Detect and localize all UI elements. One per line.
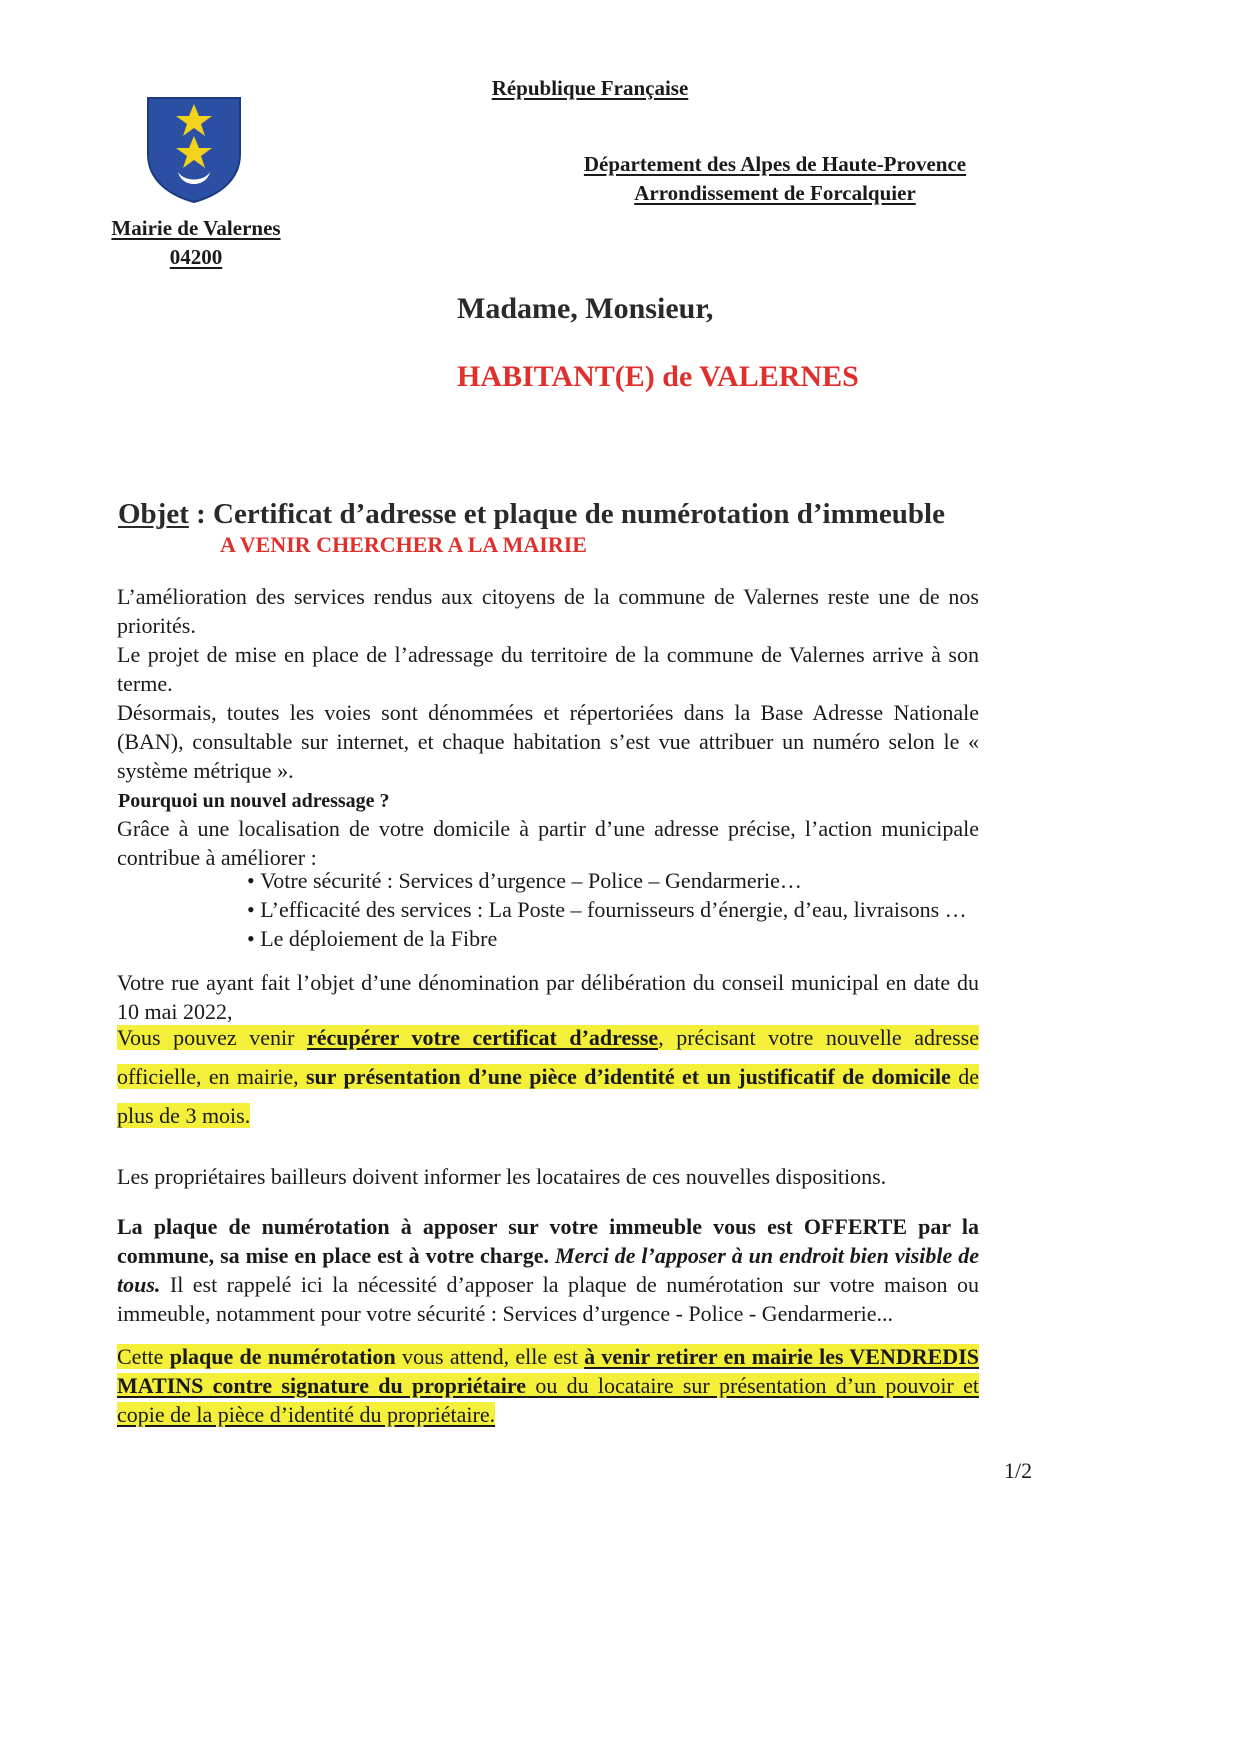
hl-text: , précisant votre nouvelle adresse officielle, en mairie, [117,1025,979,1089]
objet-title: Certificat d’adresse et plaque de numérotation d’immeuble [213,498,945,530]
republic-label: République Française [491,76,689,100]
objet-label: Objet [118,498,189,530]
why-bullet-list [247,866,987,953]
mairie-block [86,214,306,272]
recipient-heading: HABITANT(E) de VALERNES [457,360,859,393]
hl-text: Vous pouvez venir [117,1025,307,1050]
arrondissement-label: Arrondissement de Forcalquier [634,181,916,205]
final-highlight [117,1342,979,1429]
hl-text-bold: récupérer votre certificat d’adresse [306,1025,659,1050]
department-label: Département des Alpes de Haute-Provence [583,152,967,176]
hl-text: vous attend, elle est [395,1344,585,1369]
why-bullet-item: • Votre sécurité : Services d’urgence – Police – Gendarmerie… [247,866,987,895]
why-bullet-item: • Le déploiement de la Fibre [247,924,987,953]
intro-paragraph-3: Désormais, toutes les voies sont dénommées et répertoriées dans la Base Adresse Nationale (BAN), consultable sur internet, et chaque habitation s’est vue attribuer un numéro selon le « système métrique ». [117,700,979,783]
why-text: Grâce à une localisation de votre domicile à partir d’une adresse précise, l’action municipale contribue à améliorer : [117,816,979,870]
objet-notice: A VENIR CHERCHER A LA MAIRIE [220,532,587,557]
objet-line [118,498,945,531]
why-bullet-item: • L’efficacité des services : La Poste – fournisseurs d’énergie, d’eau, livraisons … [247,895,987,924]
hl-text: ou du locataire sur présentation d’un pouvoir et copie de la pièce d’identité du propriétaire. [117,1373,979,1427]
page-number: 1/2 [1004,1458,1033,1483]
postcode-label: 04200 [169,245,223,269]
plaque-paragraph [117,1212,979,1328]
intro-paragraph-2: Le projet de mise en place de l’adressage du territoire de la commune de Valernes arrive à son terme. [117,642,979,696]
department-block [560,150,990,208]
hl-text-bold: plaque de numérotation [169,1344,396,1369]
plaque-bold-text: La plaque de numérotation à apposer sur votre immeuble vous est OFFERTE par la commune, sa mise en place est à votre charge. [117,1214,979,1268]
hl-text: de plus de 3 mois. [117,1064,979,1128]
hl-text-bold: à venir retirer en mairie les VENDREDIS MATINS contre signature du propriétaire [117,1344,979,1398]
plaque-italic-text: Merci de l’apposer à un endroit bien visible de tous. [117,1243,979,1297]
hl-text: Cette [117,1344,170,1369]
landlords-text: Les propriétaires bailleurs doivent informer les locataires de ces nouvelles dispositions. [117,1164,887,1189]
why-heading: Pourquoi un nouvel adressage ? [118,790,390,812]
deliberation-text: Votre rue ayant fait l’objet d’une dénomination par délibération du conseil municipal en date du 10 mai 2022, [117,970,979,1024]
intro-section [117,582,979,785]
coat-of-arms-logo [146,96,242,204]
objet-sep: : [188,498,214,530]
hl-text-bold: sur présentation d’une pièce d’identité et un justificatif de domicile [305,1064,951,1089]
intro-paragraph-1: L’amélioration des services rendus aux citoyens de la commune de Valernes reste une de nos priorités. [117,584,979,638]
mairie-label: Mairie de Valernes [111,216,281,240]
salutation: Madame, Monsieur, [457,292,714,325]
certificate-highlight [117,1018,979,1135]
plaque-rest-text: Il est rappelé ici la nécessité d’apposer la plaque de numérotation sur votre maison ou immeuble, notamment pour votre sécurité : Services d’urgence - Police - Gendarmerie... [117,1272,979,1326]
